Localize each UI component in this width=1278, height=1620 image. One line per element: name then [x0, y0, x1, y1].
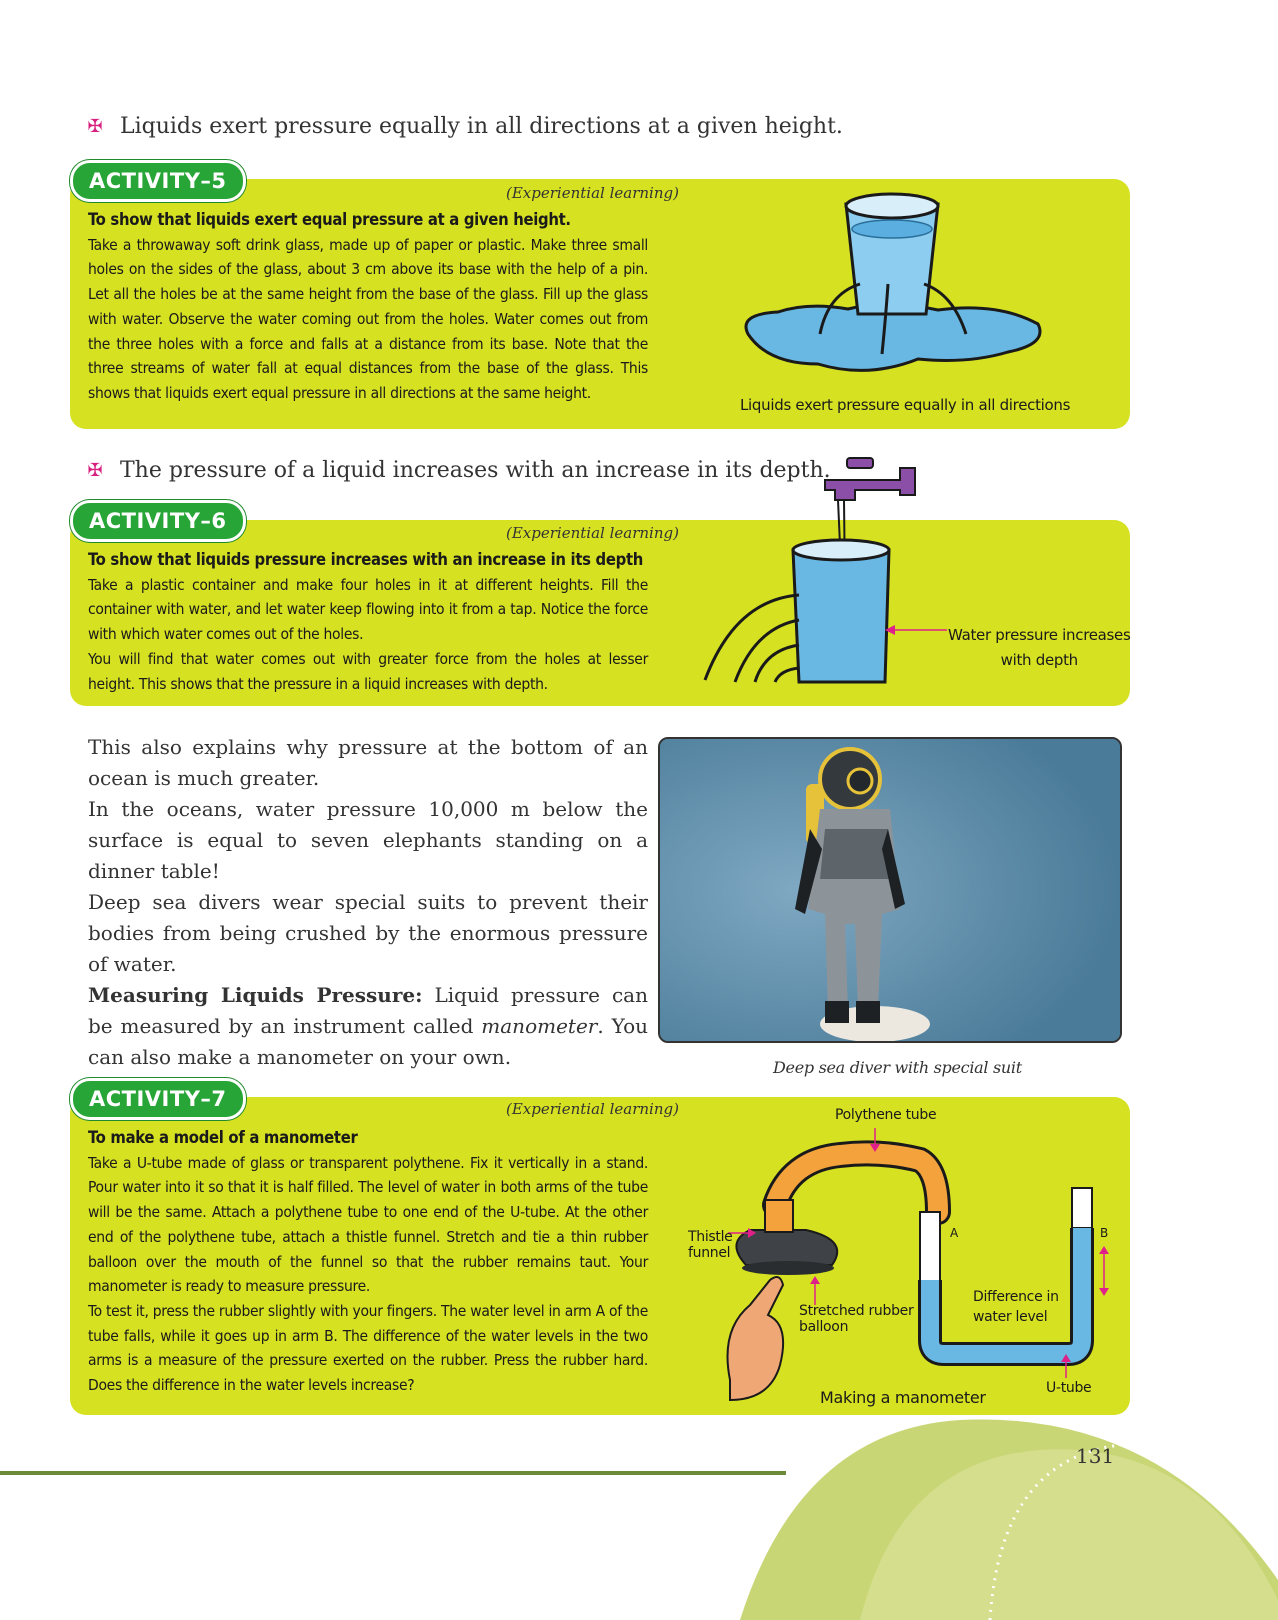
finger — [728, 1277, 784, 1400]
activity-6-heading: To show that liquids pressure increases with an increase in its depth — [88, 550, 644, 569]
container — [793, 550, 889, 682]
activity-7-text — [88, 1126, 648, 1398]
funnel-neck — [765, 1200, 793, 1232]
activity-6-body-2: You will find that water comes out with greater force from the holes at lesser height. This shows that the pressure in a liquid increases with depth. — [88, 649, 648, 693]
measuring-heading: Measuring Liquids Pressure: — [88, 983, 423, 1007]
activity-6-text — [88, 548, 648, 696]
label-difference — [973, 1287, 1059, 1327]
label-polythene: Polythene tube — [835, 1107, 937, 1123]
label-stretched — [799, 1303, 913, 1335]
label-arm-b: B — [1100, 1226, 1108, 1240]
label-difference-2: water level — [973, 1309, 1048, 1325]
manometer-diagram — [680, 1100, 1130, 1410]
jet-1 — [705, 595, 799, 680]
paragraph-4-b: . You can also make a manometer on your own. — [88, 1014, 648, 1069]
label-stretched-2: balloon — [799, 1319, 849, 1335]
activity-7-body-2: To test it, press the rubber slightly with your fingers. The water level in arm A of the tube falls, while it goes up in arm B. The difference of the water levels in the two arms is a measure of the pressure exerted on the rubber. Press the rubber hard. Does the difference in the water levels increase? — [88, 1301, 648, 1395]
diver-caption: Deep sea diver with special suit — [773, 1058, 1022, 1077]
helmet-window — [848, 769, 872, 793]
activity-6-caption — [948, 623, 1131, 673]
tap — [825, 468, 915, 500]
activity-7-tag: (Experiential learning) — [506, 1100, 679, 1118]
arm-a-glass — [920, 1212, 940, 1282]
bullet-equal-pressure — [84, 114, 843, 139]
right-boot — [856, 1001, 880, 1023]
glass-illustration — [738, 184, 1048, 384]
activity-5-body: Take a throwaway soft drink glass, made up of paper or plastic. Make three small holes on the sides of the glass, about 3 cm above its base with the help of a pin. Let all the holes be at the same height from the base of the glass. Fill up the glass with water. Observe the water coming out from the holes. Water comes out from the three holes with a force and falls at a distance from its base. Note that the three streams of water fall at equal distances from the base of the glass. This shows that liquids exert equal pressure in all directions at the same height. — [88, 235, 648, 402]
page-decoration — [0, 1400, 1278, 1620]
label-utube: U-tube — [1046, 1380, 1092, 1396]
paragraph-4-a: Liquid pressure can be measured by an instrument called — [88, 983, 648, 1038]
activity-7-caption: Making a manometer — [820, 1388, 986, 1407]
difference-arrow-down — [1099, 1288, 1109, 1296]
difference-arrow-up — [1099, 1246, 1109, 1254]
activity-7-body-1: Take a U-tube made of glass or transparent polythene. Fix it vertically in a stand. Pour water into it so that it is half filled. The level of water in both arms of the tube will be the same. Attach a polythene tube to one end of the U-tube. At the other end of the polythene tube, attach a thistle funnel. Stretch and tie a thin rubber balloon over the mouth of the funnel so that the rubber remains taut. Your manometer is ready to measure pressure. — [88, 1153, 648, 1296]
activity-6-label: ACTIVITY–6 — [70, 500, 246, 542]
activity-5-label: ACTIVITY–5 — [70, 160, 246, 202]
jet-2 — [735, 620, 799, 682]
label-thistle — [688, 1229, 733, 1261]
activity-5-caption: Liquids exert pressure equally in all directions — [740, 396, 1071, 414]
diver-figure — [660, 739, 1120, 1041]
caption-line-1: Water pressure increases — [948, 626, 1131, 644]
page-number: 131 — [1076, 1444, 1115, 1468]
diver-photo — [658, 737, 1122, 1043]
left-boot — [825, 1001, 849, 1023]
activity-6-body-1: Take a plastic container and make four holes in it at different heights. Fill the container with water, and let water keep flowing into it from a tap. Notice the force with which water comes out of the holes. — [88, 575, 648, 644]
ocean-pressure-text — [88, 732, 648, 1073]
paragraph-2: In the oceans, water pressure 10,000 m below the surface is equal to seven elephants standing on a dinner table! — [88, 797, 648, 883]
arm-b-glass — [1072, 1188, 1092, 1228]
polythene-tube-fill — [775, 1153, 938, 1212]
label-stretched-1: Stretched rubber — [799, 1303, 914, 1319]
glass-rim — [846, 194, 938, 218]
label-arm-a: A — [950, 1226, 958, 1240]
paragraph-4 — [88, 980, 648, 1073]
label-difference-1: Difference in — [973, 1289, 1059, 1305]
tap-handle — [847, 458, 873, 468]
rubber-balloon — [742, 1261, 834, 1275]
activity-7-heading: To make a model of a manometer — [88, 1128, 358, 1147]
activity-5-text — [88, 208, 648, 406]
paragraph-3: Deep sea divers wear special suits to prevent their bodies from being crushed by the enormous pressure of water. — [88, 890, 648, 976]
container-illustration — [695, 450, 955, 695]
container-rim — [793, 540, 889, 560]
balloon-arrowhead — [810, 1276, 820, 1284]
cross-bullet-icon: ✠ — [87, 460, 103, 481]
activity-6-tag: (Experiential learning) — [506, 524, 679, 542]
bullet-text: Liquids exert pressure equally in all directions at a given height. — [120, 114, 843, 139]
activity-5-tag: (Experiential learning) — [506, 184, 679, 202]
caption-line-2: with depth — [1000, 651, 1078, 669]
suit-harness — [820, 829, 892, 879]
cross-bullet-icon: ✠ — [87, 116, 103, 137]
paragraph-1: This also explains why pressure at the bottom of an ocean is much greater. — [88, 735, 648, 790]
label-thistle-2: funnel — [688, 1245, 731, 1261]
jet-4 — [775, 668, 799, 682]
water-surface — [852, 220, 932, 238]
label-thistle-1: Thistle — [688, 1229, 733, 1245]
activity-7-label: ACTIVITY–7 — [70, 1078, 246, 1120]
activity-5-heading: To show that liquids exert equal pressure at a given height. — [88, 210, 571, 229]
manometer-term: manometer — [481, 1014, 598, 1038]
bullet-text: The pressure of a liquid increases with an increase in its depth. — [120, 458, 831, 483]
